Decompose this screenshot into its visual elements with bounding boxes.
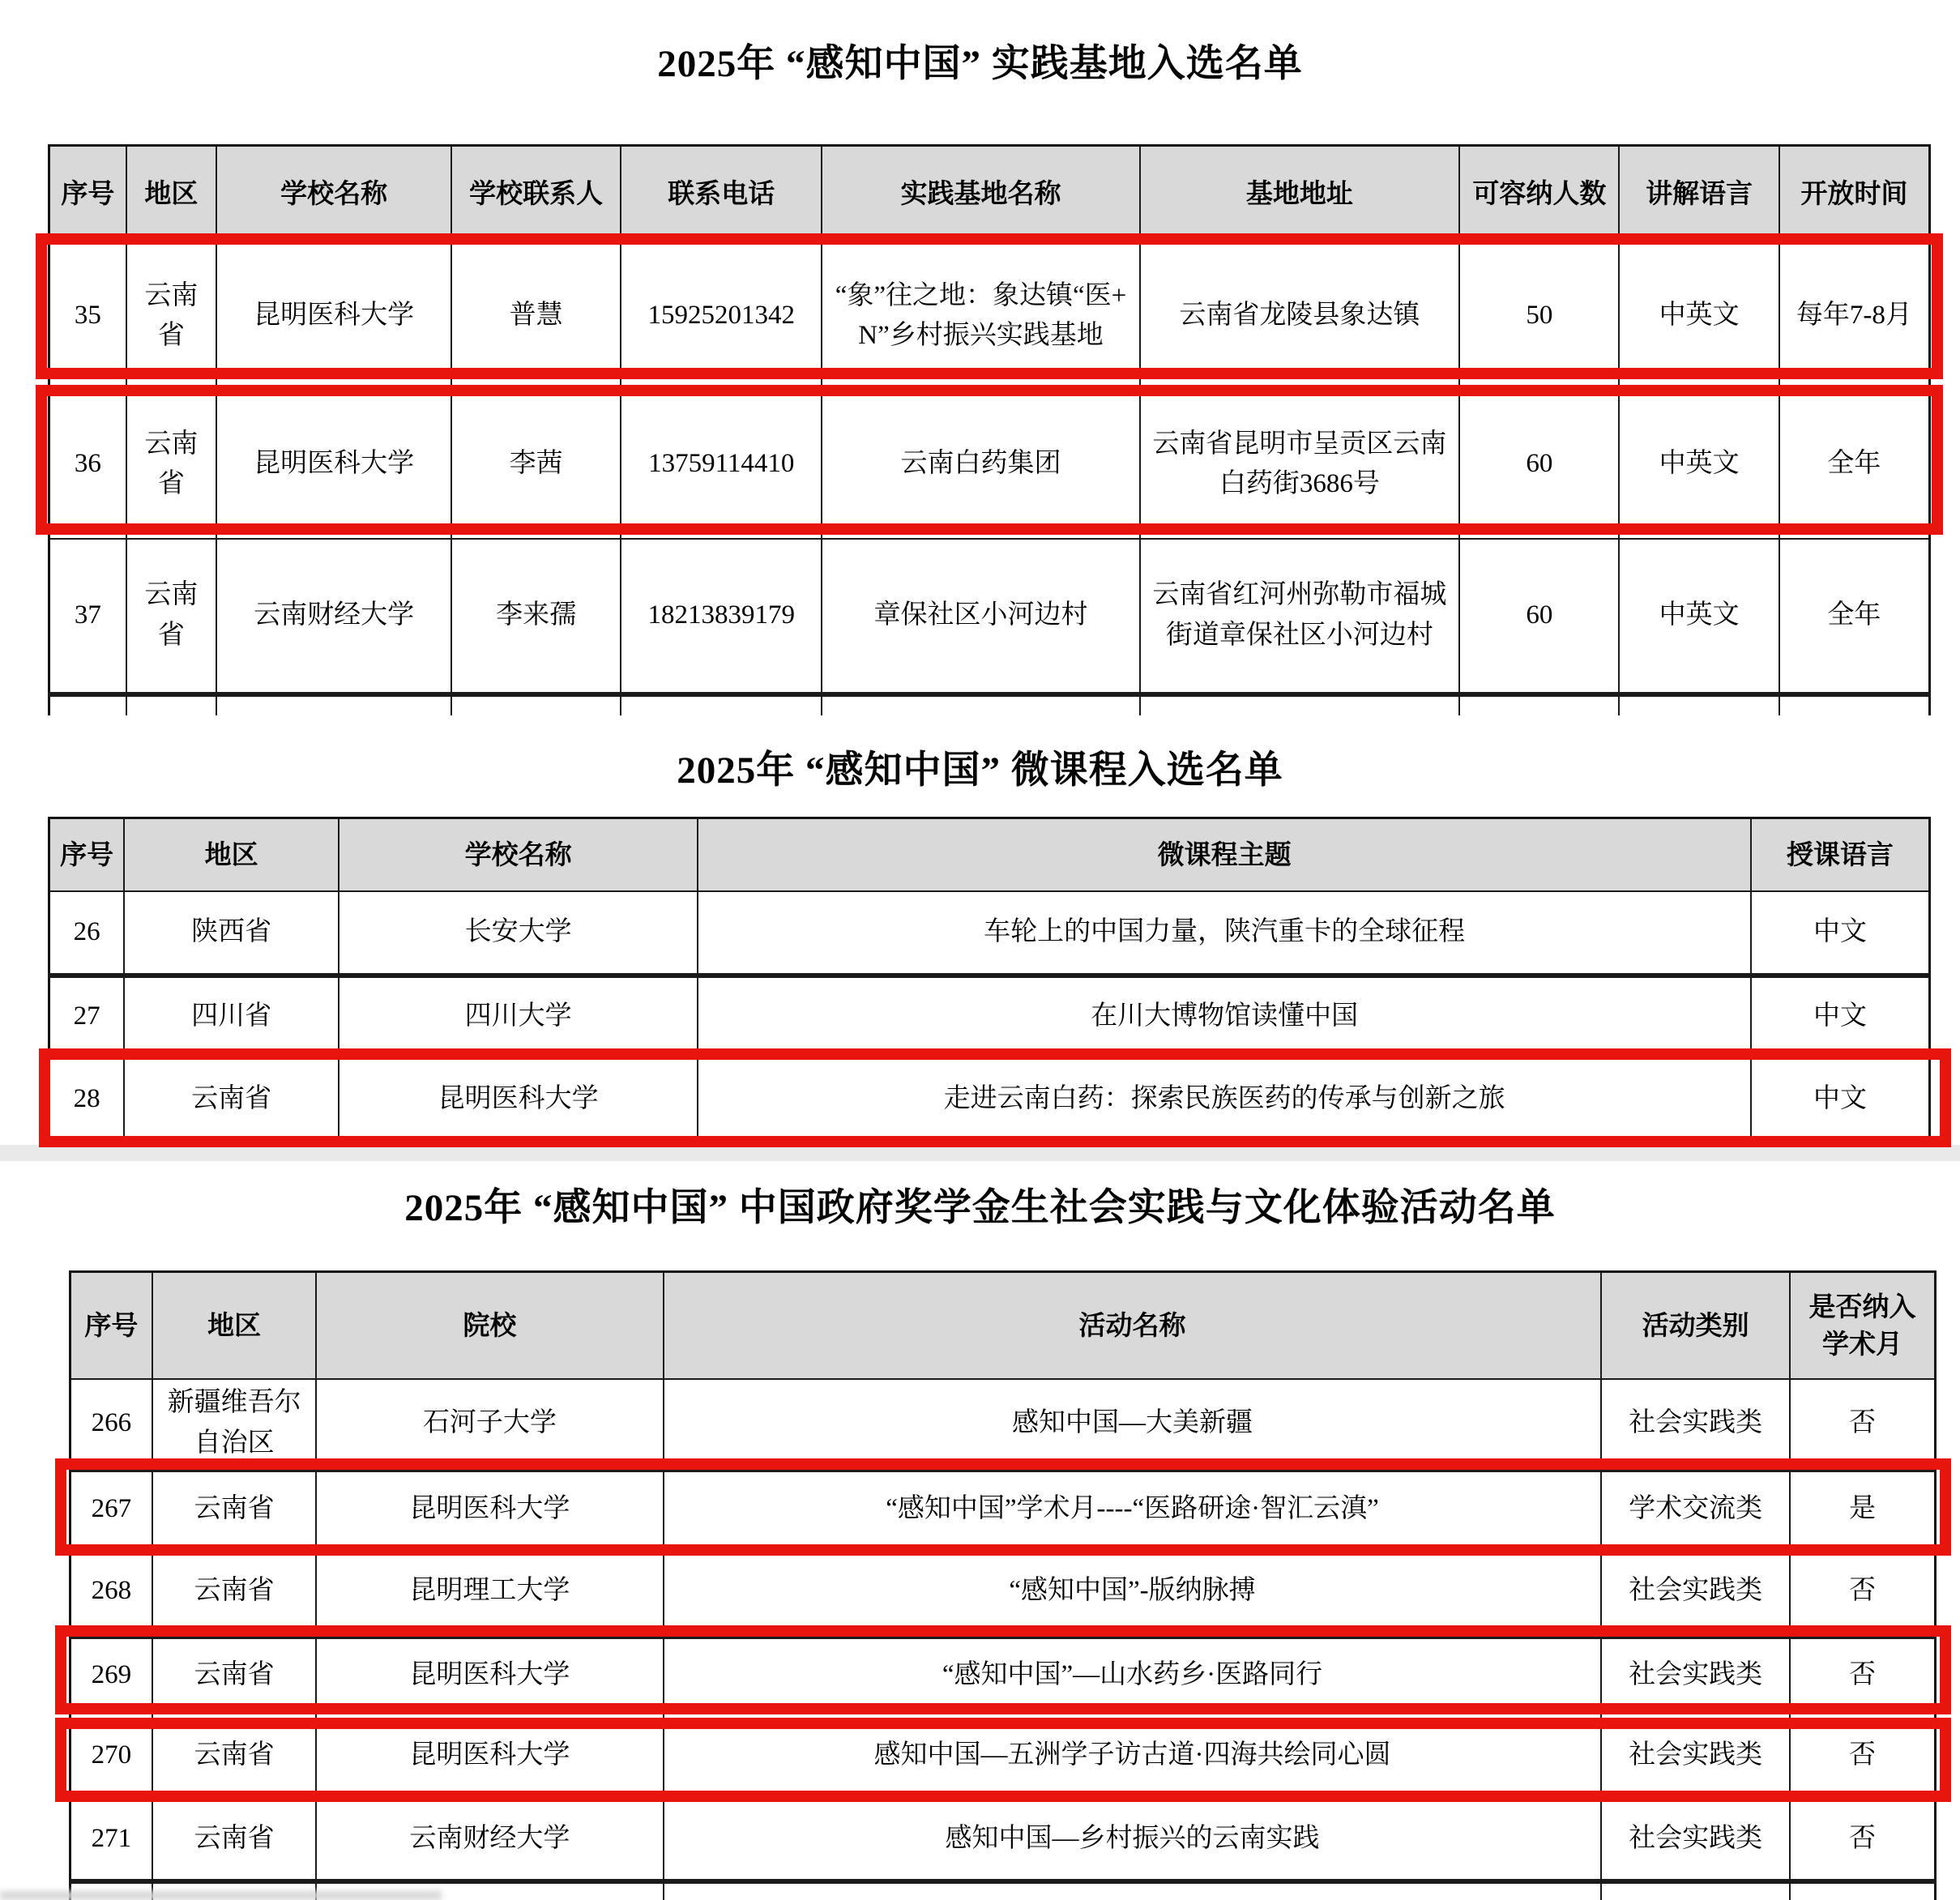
table-cell: 云南省	[152, 1799, 317, 1881]
table-cell: 四川大学	[339, 976, 698, 1057]
table-cell: 社会实践类	[1601, 1379, 1790, 1470]
table-cell: 昆明医科大学	[339, 1057, 698, 1142]
column-header: 讲解语言	[1619, 146, 1779, 242]
column-header: 学校名称	[339, 818, 698, 891]
table-cell: 中文	[1751, 891, 1930, 976]
table-cell: 否	[1790, 1548, 1936, 1637]
column-header: 实践基地名称	[822, 146, 1139, 242]
table-cell: 云南省	[152, 1470, 317, 1548]
table-cell: 云南省昆明市呈贡区云南白药街3686号	[1140, 391, 1460, 539]
activity-table-wrap	[69, 1270, 1937, 1900]
table-cell: 云南白药集团	[822, 391, 1139, 539]
table-cell: 云南财经大学	[316, 1799, 663, 1881]
column-header: 活动名称	[664, 1272, 1602, 1379]
table-row-27	[49, 976, 1930, 1057]
column-header: 序号	[49, 146, 126, 242]
table-cell: 云南省	[126, 242, 216, 391]
table-cell: 云南财经大学	[216, 539, 451, 694]
table-cell: 云南省龙陵县象达镇	[1140, 242, 1460, 391]
table-cell: 昆明医科大学	[316, 1637, 663, 1713]
table-row-267	[70, 1470, 1936, 1548]
table-cell: 云南省	[126, 539, 216, 694]
table-row-269	[70, 1637, 1936, 1713]
table-row-271	[70, 1799, 1936, 1881]
column-header: 地区	[126, 146, 216, 242]
table-row-28	[49, 1057, 1930, 1142]
table-cell: 社会实践类	[1601, 1713, 1790, 1799]
table-cell: 普慧	[451, 242, 621, 391]
table-cell: “感知中国”—山水药乡·医路同行	[664, 1637, 1602, 1713]
table-header-row	[49, 818, 1930, 891]
table-cell: 35	[49, 242, 126, 391]
table-cell: 中英文	[1619, 242, 1779, 391]
table-cell: 感知中国—乡村振兴的云南实践	[664, 1799, 1602, 1881]
table-cell: 昆明医科大学	[216, 391, 451, 539]
column-header: 授课语言	[1751, 818, 1930, 891]
table-cell: 否	[1790, 1713, 1936, 1799]
table-cell: 社会实践类	[1601, 1637, 1790, 1713]
table-cell: 在川大博物馆读懂中国	[698, 976, 1751, 1057]
table-row-26	[49, 891, 1930, 976]
table-row-35	[49, 242, 1930, 391]
table-cell: 昆明理工大学	[316, 1548, 663, 1637]
table-cell: 271	[70, 1799, 152, 1881]
scan-smudge	[0, 1891, 442, 1900]
table-cell: 云南省	[124, 1057, 339, 1142]
table-cell: 18213839179	[621, 539, 822, 694]
table-cell: 中文	[1751, 1057, 1930, 1142]
table-cell: 267	[70, 1470, 152, 1548]
column-header: 序号	[49, 818, 125, 891]
column-header: 开放时间	[1779, 146, 1930, 242]
column-header: 序号	[70, 1272, 152, 1379]
table-cell: “象”往之地：象达镇“医+N”乡村振兴实践基地	[822, 242, 1139, 391]
table-cell: 60	[1459, 391, 1619, 539]
table-cell: 否	[1790, 1799, 1936, 1881]
table-cell: 28	[49, 1057, 125, 1142]
column-header: 微课程主题	[698, 818, 1751, 891]
table-cell: 新疆维吾尔自治区	[152, 1379, 317, 1470]
table-cell: 昆明医科大学	[316, 1713, 663, 1799]
table-header-row	[70, 1272, 1936, 1379]
table-cell: “感知中国”学术月----“医路研途·智汇云滇”	[664, 1470, 1602, 1548]
table-cell: 感知中国—大美新疆	[664, 1379, 1602, 1470]
table-cell: 全年	[1779, 391, 1930, 539]
table-cell: 269	[70, 1637, 152, 1713]
table-cell: 云南省	[152, 1713, 317, 1799]
table-cell: 昆明医科大学	[216, 242, 451, 391]
table-cell: 昆明医科大学	[316, 1470, 663, 1548]
practice-base-list-title: 2025年 “感知中国” 实践基地入选名单	[657, 43, 1303, 85]
table-cell: 27	[49, 976, 125, 1057]
table-cell: 266	[70, 1379, 152, 1470]
table-cell: 学术交流类	[1601, 1470, 1790, 1548]
table-row-270	[70, 1713, 1936, 1799]
column-header: 地区	[124, 818, 339, 891]
table-cell: 社会实践类	[1601, 1799, 1790, 1881]
column-header: 学校名称	[216, 146, 451, 242]
activity-table	[69, 1270, 1937, 1900]
micro-course-list-title: 2025年 “感知中国” 微课程入选名单	[677, 749, 1283, 792]
table-cell: 13759114410	[621, 391, 822, 539]
column-header: 活动类别	[1601, 1272, 1790, 1379]
table-cell: “感知中国”-版纳脉搏	[664, 1548, 1602, 1637]
table-row-36	[49, 391, 1930, 539]
table-cell: 云南省	[152, 1548, 317, 1637]
table-cell: 60	[1459, 539, 1619, 694]
column-header: 院校	[316, 1272, 663, 1379]
column-header: 地区	[152, 1272, 317, 1379]
column-header: 是否纳入学术月	[1790, 1272, 1936, 1379]
column-header: 联系电话	[621, 146, 822, 242]
table-row-268	[70, 1548, 1936, 1637]
table-cell: 社会实践类	[1601, 1548, 1790, 1637]
table-cell: 268	[70, 1548, 152, 1637]
table-cell: 中文	[1751, 976, 1930, 1057]
scholarship-activity-list-title: 2025年 “感知中国” 中国政府奖学金生社会实践与文化体验活动名单	[404, 1187, 1556, 1229]
practice-base-table	[48, 144, 1931, 715]
micro-course-table-wrap	[48, 817, 1931, 1142]
page-seam	[0, 1145, 1960, 1161]
table-row-partial	[49, 694, 1930, 716]
table-cell: 50	[1459, 242, 1619, 391]
table-cell: 车轮上的中国力量，陕汽重卡的全球征程	[698, 891, 1751, 976]
column-header: 可容纳人数	[1459, 146, 1619, 242]
table-cell: 是	[1790, 1470, 1936, 1548]
table-cell: 云南省	[126, 391, 216, 539]
micro-course-table	[48, 817, 1931, 1142]
table-cell: 否	[1790, 1379, 1936, 1470]
table-cell: 感知中国—五洲学子访古道·四海共绘同心圆	[664, 1713, 1602, 1799]
table-cell: 李来孺	[451, 539, 621, 694]
table-cell: 15925201342	[621, 242, 822, 391]
table-header-row	[49, 146, 1930, 242]
table-row-37	[49, 539, 1930, 694]
table-cell: 270	[70, 1713, 152, 1799]
table-cell: 否	[1790, 1637, 1936, 1713]
table-cell: 37	[49, 539, 126, 694]
table-cell: 每年7-8月	[1779, 242, 1930, 391]
table-cell: 26	[49, 891, 125, 976]
table-cell: 章保社区小河边村	[822, 539, 1139, 694]
table-cell: 李茜	[451, 391, 621, 539]
table-cell: 云南省红河州弥勒市福城街道章保社区小河边村	[1140, 539, 1460, 694]
table-cell: 全年	[1779, 539, 1930, 694]
column-header: 基地地址	[1140, 146, 1460, 242]
table-cell: 石河子大学	[316, 1379, 663, 1470]
practice-base-table-wrap	[48, 144, 1931, 715]
table-cell: 中英文	[1619, 391, 1779, 539]
table-cell: 陕西省	[124, 891, 339, 976]
table-row-266	[70, 1379, 1936, 1470]
column-header: 学校联系人	[451, 146, 621, 242]
table-cell: 中英文	[1619, 539, 1779, 694]
table-cell: 36	[49, 391, 126, 539]
table-cell: 云南省	[152, 1637, 317, 1713]
table-cell: 长安大学	[339, 891, 698, 976]
table-cell: 四川省	[124, 976, 339, 1057]
table-cell: 走进云南白药：探索民族医药的传承与创新之旅	[698, 1057, 1751, 1142]
